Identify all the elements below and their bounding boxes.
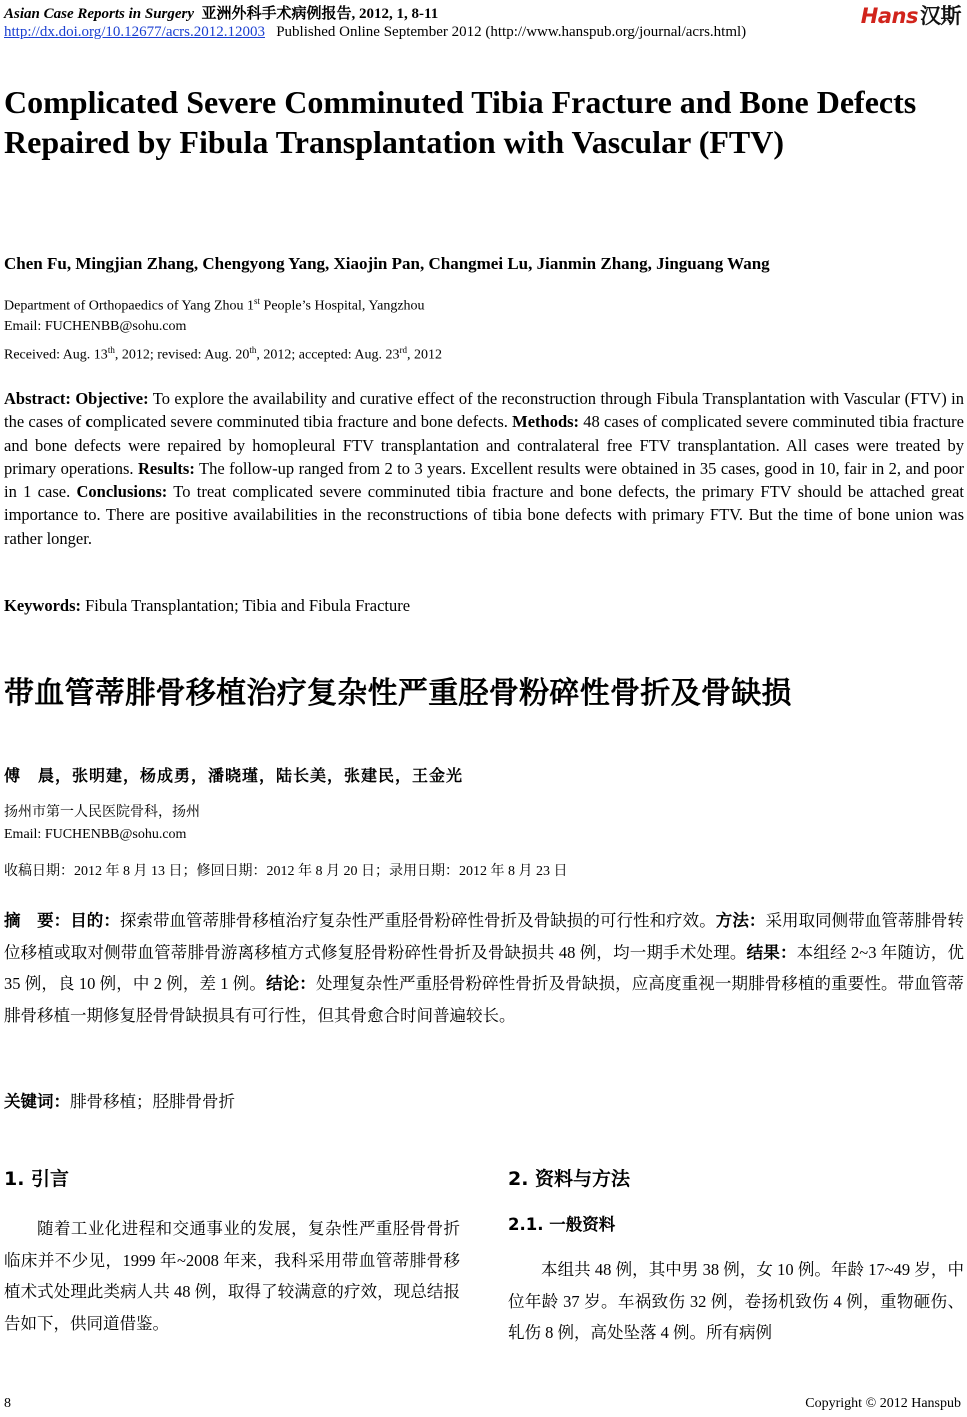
logo-text: Hans: [860, 4, 918, 28]
abstract-en: Abstract: Objective: To explore the availability and curative effect of the reconstruction through Fibula Transplantation with Vascular (FTV) in the cases of complicated severe comminuted tibia fracture and bone defects. Methods: 48 cases of complicated severe comminuted tibia fracture and bone defects were repaired by homopleural FTV transplantation and contralateral free FTV transplantation. All cases were treated by primary operations. Results: The follow-up ranged from 2 to 3 years. Excellent results were obtained in 35 cases, good in 10, fair in 2, and poor in 1 case. Conclusions: To treat complicated severe comminuted tibia fracture and bone defects, the primary FTV should be attached great importance to. There are positive availabilities in the reconstructions of tibia bone defects with primary FTV. But the time of bone union was rather longer.: [4, 389, 965, 548]
abstract-cn: 摘 要：目的：探索带血管蒂腓骨移植治疗复杂性严重胫骨粉碎性骨折及骨缺损的可行性和疗效。方法：采用取同侧带血管蒂腓骨转位移植或取对侧带血管蒂腓骨游离移植方式修复胫骨粉碎性骨折及骨缺损共 48 例，均一期手术处理。结果：本组经 2~3 年随访，优 35 例，良 10 例，中 2 例，差 1 例。结论：处理复杂性严重胫骨粉碎性骨折及骨缺损，应高度重视一期腓骨移植的重要性。带血管蒂腓骨移植一期修复胫骨骨缺损具有可行性，但其骨愈合时间普遍较长。: [4, 911, 965, 1025]
journal-header: [4, 2, 438, 23]
hans-logo: [861, 0, 961, 30]
conclusion-label-cn: 结论：: [266, 974, 316, 993]
affiliation-cn: [4, 802, 200, 846]
keywords-text: Fibula Transplantation; Tibia and Fibula Fracture: [81, 596, 411, 615]
abstract-label: Abstract:: [4, 389, 71, 408]
journal-issue: 亚洲外科手术病例报告, 2012, 1, 8-11: [201, 6, 439, 22]
author-list: Chen Fu, Mingjian Zhang, Chengyong Yang, Xiaojin Pan, Changmei Lu, Jianmin Zhang, Jinguang Wang: [4, 254, 770, 273]
objective-label-cn: 目的：: [70, 911, 120, 930]
keywords-en: [4, 596, 410, 616]
paper-title: Complicated Severe Comminuted Tibia Fracture and Bone Defects Repaired by Fibula Transplantation with Vascular (FTV): [4, 84, 917, 160]
objective-label: Objective:: [75, 389, 149, 408]
email: Email: FUCHENBB@sohu.com: [4, 318, 187, 334]
affiliation-cn-text: 扬州市第一人民医院骨科，扬州: [4, 805, 200, 820]
received-dates: Received: Aug. 13th, 2012; revised: Aug. 20th, 2012; accepted: Aug. 23rd, 2012: [4, 345, 442, 363]
section-2-heading: 2. 资料与方法: [508, 1168, 631, 1190]
affiliation-dept: Department of Orthopaedics of Yang Zhou 1st People’s Hospital, Yangzhou: [4, 296, 425, 314]
methods-label: Methods:: [512, 412, 580, 432]
section-1-heading: 1. 引言: [4, 1168, 70, 1190]
results-label-cn: 结果：: [746, 942, 797, 962]
copyright: Copyright © 2012 Hanspub: [805, 1396, 961, 1411]
section-2-1-heading: 2.1. 一般资料: [508, 1215, 616, 1234]
methods-label-cn: 方法：: [715, 911, 766, 930]
keywords-label-cn: 关键词：: [4, 1092, 70, 1111]
email-cn: Email: FUCHENBB@sohu.com: [4, 827, 187, 842]
page-number: 8: [4, 1396, 11, 1411]
section-2-1-paragraph: 本组共 48 例，其中男 38 例，女 10 例。年龄 17~49 岁，中位年龄 37 岁。车祸致伤 32 例，卷扬机致伤 4 例，重物砸伤、轧伤 8 例，高处坠落 4 例。所有病例: [508, 1260, 964, 1342]
keywords-text-cn: 腓骨移植；胫腓骨骨折: [70, 1092, 235, 1111]
section-1-paragraph: 随着工业化进程和交通事业的发展，复杂性严重胫骨骨折临床并不少见，1999 年~2008 年来，我科采用带血管蒂腓骨移植术式处理此类病人共 48 例，取得了较满意的疗效，现总结报告如下，供同道借鉴。: [4, 1219, 460, 1333]
published-info: Published Online September 2012 (http://www.hanspub.org/journal/acrs.html): [276, 24, 747, 40]
paper-title-cn: 带血管蒂腓骨移植治疗复杂性严重胫骨粉碎性骨折及骨缺损: [4, 676, 792, 711]
received-dates-cn: 收稿日期：2012 年 8 月 13 日；修回日期：2012 年 8 月 20 日；录用日期：2012 年 8 月 23 日: [4, 864, 568, 879]
doi-line: [4, 24, 746, 41]
affiliation: [4, 291, 425, 337]
journal-name: Asian Case Reports in Surgery: [4, 6, 195, 22]
conclusion-label: Conclusions:: [76, 482, 168, 502]
logo-text-cn: 汉斯: [920, 4, 961, 28]
keywords-label: Keywords:: [4, 596, 81, 615]
doi-link[interactable]: http://dx.doi.org/10.12677/acrs.2012.12003: [4, 24, 265, 40]
author-list-cn: 傅 晨，张明建，杨成勇，潘晓瑾，陆长美，张建民，王金光: [4, 768, 464, 785]
abstract-label-cn: 摘 要：: [4, 911, 71, 930]
results-label: Results:: [138, 458, 195, 478]
keywords-cn: [4, 1088, 235, 1112]
